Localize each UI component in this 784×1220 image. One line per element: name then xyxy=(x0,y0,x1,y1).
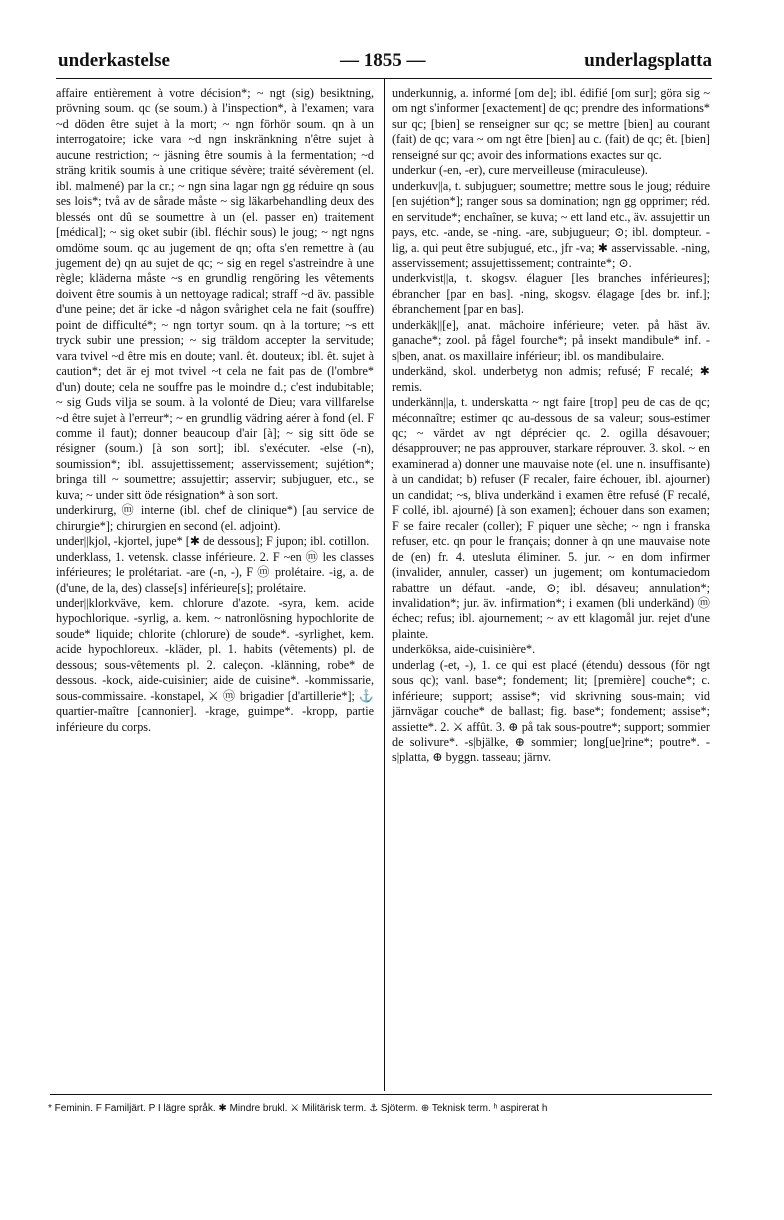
column-divider xyxy=(384,79,385,1091)
header-right-guideword: underlagsplatta xyxy=(584,50,712,71)
entry-underkur: underkur (-en, -er), cure merveilleuse (miraculeuse). xyxy=(392,163,648,178)
entry-underkand: underkänd, skol. underbetyg non admis; refusé; F recalé; ✱ remis. xyxy=(392,364,710,394)
entry-underkoksa: underköksa, aide-cuisinière*. xyxy=(392,642,536,657)
footer-rule xyxy=(50,1094,712,1095)
right-column xyxy=(392,86,710,766)
entry-underkvista: underkvist||a, t. skogsv. élaguer [les branches inférieures]; ébrancher [par en bas]. -ning, skogsv. élagage [des br. inf.]; ébranchement [par en bas]. xyxy=(392,271,710,317)
entry-underklorkvave: under||klorkväve, kem. chlorure d'azote. -syra, kem. acide hypochlorique. -syrlig, a. kem. ~ natronlösning hypochlorite de soude* liquide; chlorite (chlorure) de soude*. -syrlighet, kem. acide hypochloreux. -kläder, pl. 1. habits (vêtements) pl. de dessous; sous-vêtements pl. 2. caleçon. -klänning, robe* de dessous. -kock, aide-cuisinier; aide de cuisine*. -kommissarie, sous-commissaire. -konstapel, ⚔ ⓜ brigadier [d'artillerie*]; ⚓ quartier-maître [cannonier]. -krage, guimpe*. -kropp, partie inférieure du corps. xyxy=(56,595,374,734)
entry-underkirurg: underkirurg, ⓜ interne (ibl. chef de clinique*) [au service de chirurgie*]; chirurgien en second (el. adjoint). xyxy=(56,503,374,533)
entry-underkanna: underkänn||a, t. underskatta ~ ngt faire [trop] peu de cas de qc; méconnaître; estimer qc au-dessous de sa valeur; sous-estimer qc; ~ värdet av ngt déprécier qc. 2. ogilla désavouer; désapprouver; ne pas approuver, starkare réprouver. 3. skol. ~ en examinerad a) donner une mauvaise note (el. une n. insuffisante) à un candidat; b) refuser (F recaler, faire échouer, ibl. ajourner) un candidat; ~s, bliva underkänd i examen être refusé (F recalé, F collé, ibl. ajourné) [à son examen]; échouer dans son examen; F se faire recaler (coller); F piquer une sèche; ~ ngn i franska refuser, etc. qn pour le français; donner à qn une mauvaise note de (en) fr. 4. utesluta éliminer. 5. jur. ~ en dom infirmer (invalider, annuler, casser) un jugement; om kontumaciedom rabattre un défaut. -ande, ⊙; ibl. désaveu; annulation*; invalidation*; jur. äv. infirmation*; i examen (bli underkänd) ⓜ échec; refus; ibl. ajournement; ~ av ett klagomål jur. rejet d'une plainte. xyxy=(392,395,710,641)
entry-underkuva: underkuv||a, t. subjuguer; soumettre; mettre sous le joug; réduire [en sujétion*]; ranger sous sa domination; ngn gg opprimer; réd. en servitude*; enchaîner, se kuva; ~ ett land etc., äv. assujettir un pays, etc. -ande, se -ning. -are, subjugueur; ⊙; ibl. dompteur. -lig, a. qui peut être subjugué, etc., jfr -va; ✱ asservissable. -ning, asservissement; assujettissement; contrainte*; ⊙. xyxy=(392,178,710,270)
entry-underkake: underkäk||[e], anat. mâchoire inférieure; veter. på häst äv. ganache*; zool. på fågel fourche*; på insekt mandibule* inf. -s|ben, anat. os maxillaire inférieur; ibl. os mandibulaire. xyxy=(392,317,710,363)
left-column xyxy=(56,86,374,735)
header-left-guideword: underkastelse xyxy=(58,50,170,71)
page-number: — 1855 — xyxy=(340,50,426,71)
entry-underkastelse-cont: affaire entièrement à votre décision*; ~ ngt (sig) besiktning, prövning soum. qc (se soum.) à l'inspection*, à l'examen; vara ~d döden être sujet à la mort; ~ ngn förhör soum. qn à un interrogatoire; icke vara ~d ngn inskränkning n'être sujet à aucune restriction; ~ jäsning être soumis à la fermentation; ~d sträng kritik soumis à une critique sévère; traité sévèrement (el. ibl. malmené) par la cr.; ~ ngn sina lagar ngn gg réduire qn sous ses lois*; två av de sårade måste ~ sig läkarbehandling deux des blessés ont dû se soumettre à un (el. passer en) traitement [médical]; ~ sig oket subir (ibl. fléchir sous) le joug; ~ ngt ngns omdöme soum. qc au jugement de qn; ofta s'en remettre à (au jugement de) qn au sujet de qc; ~ sig en regel s'astreindre à une règle; kläderna måste ~s en grundlig rengöring les vêtements doivent être soumis à un nettoyage radical; straff ~d äv. passible d'une peine; det är icke -d någon svårighet cela ne fait (souffre) point de difficulté*; ~ ngn tortyr soum. qn à la torture; ~s ett tryck subir une pression; ~ sig träldom accepter la servitude; vara tvivel ~d être mis en doute; vanl. êt. douteux; ibl. êt. sujet à caution*; det är ej mot tvivel ~t cela ne fait pas de (l'ombre* d'un) doute; cela ne souffre pas le moindre d.; c'est indubitable; ~ sig Guds vilja se soum. à la volonté de Dieu; vara villfarelse ~d être sujet à l'erreur*; ~ en grundlig vädring aérer à fond (el. F comme il faut); donner beaucoup d'air [à]; ~ sig sitt öde se résigner (soum.) [à son sort]; ibl. s'exécuter. -else (-n), soumission*; ibl. assujettissement; asservissement; sujétion*; bringa till ~ soumettre; assujettir; asservir; subjuguer, etc., se kuva; ~ under sitt öde résignation* à son sort. xyxy=(56,86,374,502)
entry-underklass: underklass, 1. vetensk. classe inférieure. 2. F ~en ⓜ les classes inférieures; le prolétariat. -are (-n, -), F ⓜ prolétaire. -ig, a. de (d'une, de la, des) classe[s] inférieure[s]; prolétaire. xyxy=(56,549,374,595)
entry-underkunnig: underkunnig, a. informé [om de]; ibl. édifié [om sur]; göra sig ~ om ngt s'informer [exactement] de qc; prendre des informations* sur qc; [bien] se renseigner sur qc; se mettre [bien] au courant (fait) de qc; vara ~ om ngt être [bien] au c. (fait) de qc; êt. [bien] renseigné sur qc; avoir des informations exactes sur qc. xyxy=(392,86,710,162)
entry-underlag: underlag (-et, -), 1. ce qui est placé (étendu) dessous (för ngt sous qc); vanl. base*; fondement; lit; [première] couche*; c. inférieure; support; assise*; vid skrivning sous-main; vid järnvägar couche* de ballast; fig. base*; fondement; assise*; assiette*. 2. ⚔ affût. 3. ⊕ på tak sous-poutre*; support; sommier de solivure*. -s|bjälke, ⊕ sommier; long[ue]rine*; poutre*. -s|platta, ⊕ byggn. tasseau; järnv. xyxy=(392,657,710,765)
abbreviation-legend: * Feminin. F Familjärt. P I lägre språk. ✱ Mindre brukl. ⚔ Militärisk term. ⚓ Sjöterm. ⊕ Teknisk term. ʰ aspirerat h xyxy=(48,1103,548,1114)
entry-underkjol: under||kjol, -kjortel, jupe* [✱ de dessous]; F jupon; ibl. cotillon. xyxy=(56,534,370,549)
page-header xyxy=(40,50,712,80)
